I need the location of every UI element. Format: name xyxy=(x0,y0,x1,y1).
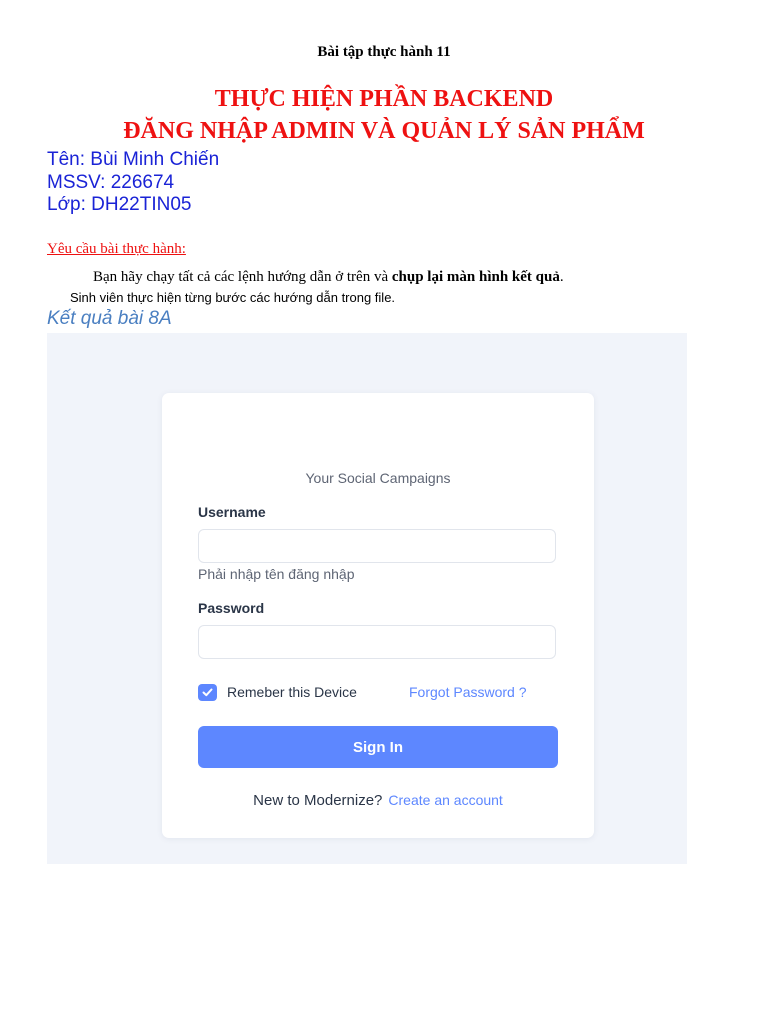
sub-instruction: Sinh viên thực hiện từng bước các hướng dẫn trong file. xyxy=(70,290,396,305)
forgot-password-link[interactable]: Forgot Password ? xyxy=(409,684,527,700)
student-id: MSSV: 226674 xyxy=(47,172,175,193)
instruction-paragraph xyxy=(93,269,564,286)
username-label: Username xyxy=(198,504,266,520)
remember-checkbox[interactable] xyxy=(198,684,217,701)
login-card xyxy=(162,393,594,838)
result-screenshot xyxy=(47,333,687,864)
sign-in-button[interactable]: Sign In xyxy=(198,726,558,768)
assignment-title: Bài tập thực hành 11 xyxy=(317,44,451,60)
create-account-link[interactable]: Create an account xyxy=(388,792,503,808)
result-heading: Kết quả bài 8A xyxy=(47,308,172,329)
student-name: Tên: Bùi Minh Chiến xyxy=(47,149,220,170)
signup-prompt xyxy=(162,792,594,810)
student-class: Lớp: DH22TIN05 xyxy=(47,194,192,215)
password-input[interactable] xyxy=(198,625,556,659)
username-input[interactable] xyxy=(198,529,556,563)
new-to-modernize-text: New to Modernize? xyxy=(253,792,383,809)
main-title-line1: THỰC HIỆN PHẦN BACKEND xyxy=(214,86,554,112)
remember-label[interactable]: Remeber this Device xyxy=(227,684,357,700)
check-icon xyxy=(202,687,213,698)
instruction-bold-text: chụp lại màn hình kết quả xyxy=(391,269,560,285)
requirements-heading: Yêu cầu bài thực hành: xyxy=(47,241,186,257)
username-error: Phải nhập tên đăng nhập xyxy=(198,566,355,582)
main-title-line2: ĐĂNG NHẬP ADMIN VÀ QUẢN LÝ SẢN PHẨM xyxy=(123,118,645,144)
instruction-suffix: . xyxy=(559,269,564,285)
password-label: Password xyxy=(198,600,265,616)
login-tagline: Your Social Campaigns xyxy=(305,470,451,486)
instruction-text: Bạn hãy chạy tất cả các lệnh hướng dẫn ở trên và xyxy=(93,269,392,285)
